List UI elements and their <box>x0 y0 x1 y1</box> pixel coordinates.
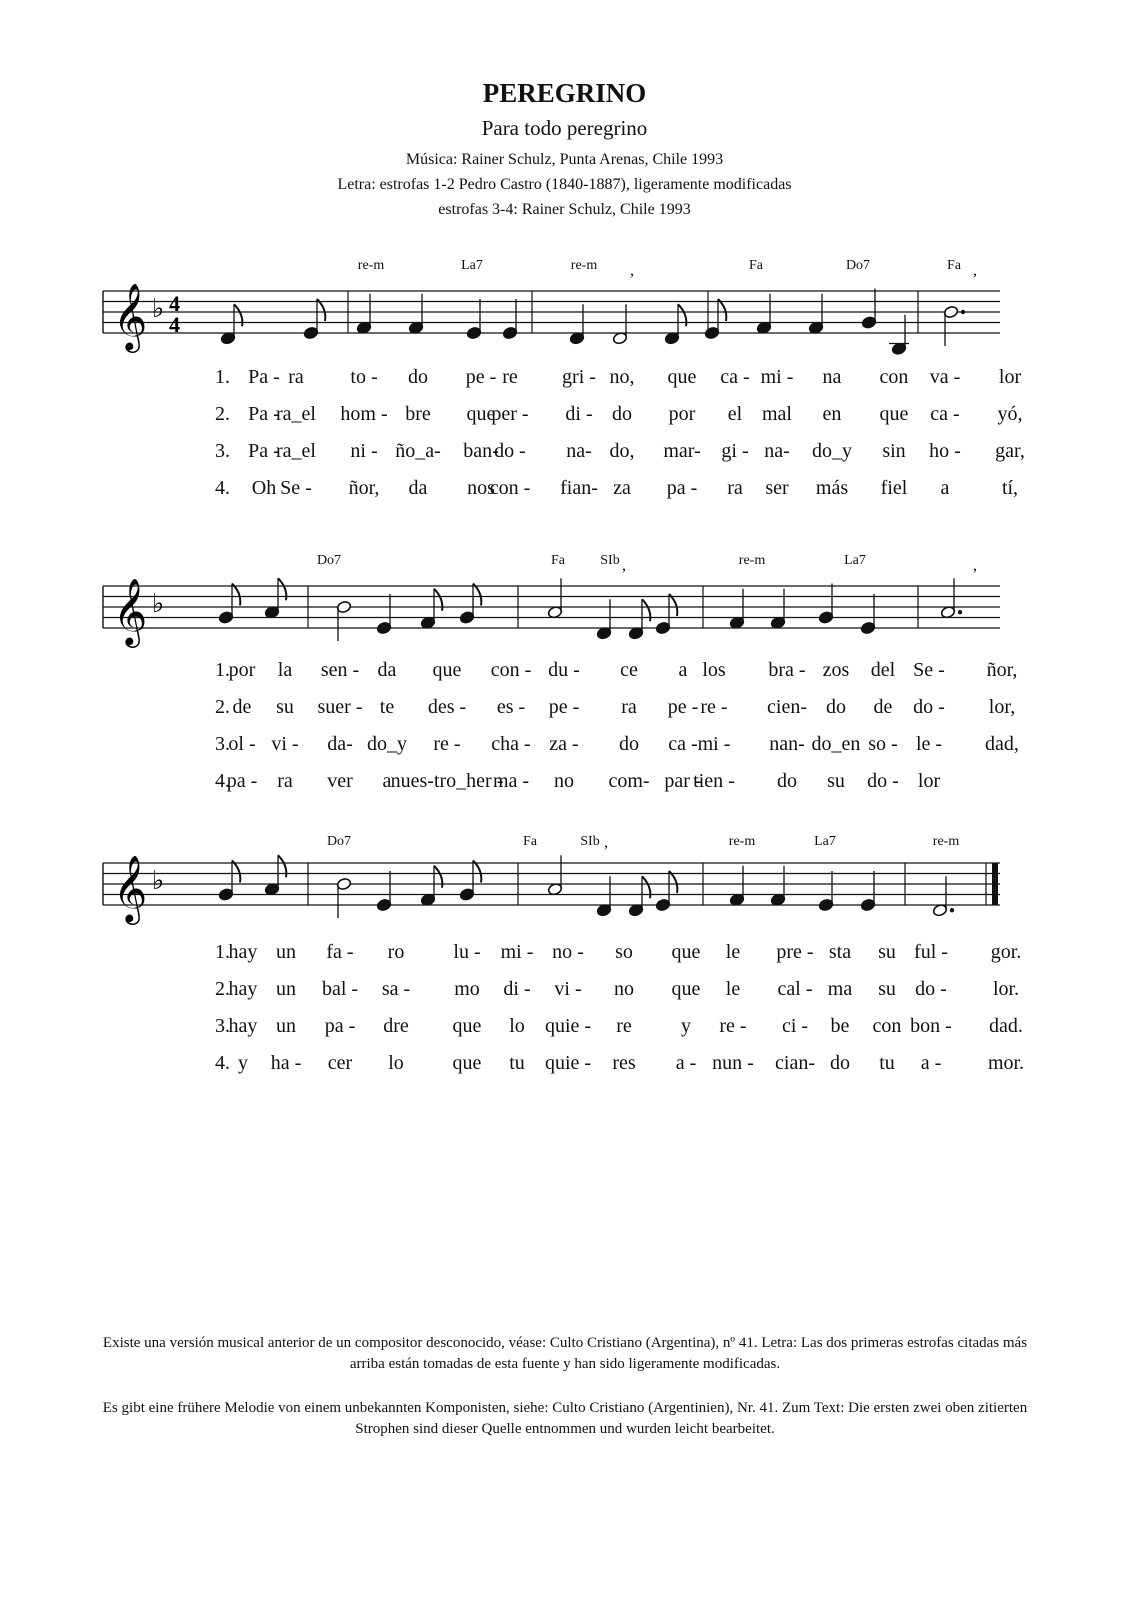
chord-symbol: re-m <box>728 834 756 849</box>
lyric-syllable: le - <box>915 733 943 755</box>
lyric-syllable: su <box>878 941 896 963</box>
lyric-syllable: sa - <box>381 978 411 1000</box>
lyric-syllable: do - <box>867 770 899 792</box>
lyric-syllable: gri - <box>562 366 596 388</box>
lyric-syllable: ra_el <box>276 440 316 462</box>
lyric-syllable: suer - <box>317 696 363 718</box>
lyric-syllable: con - <box>490 659 532 681</box>
time-signature-bottom: 4 <box>169 312 180 337</box>
verse-number: 2. <box>215 403 230 425</box>
chord-symbol: Fa <box>523 834 537 849</box>
lyric-syllable: a <box>940 477 950 499</box>
lyric-syllable: pe - <box>548 696 580 718</box>
lyric-syllable: y <box>238 1052 248 1074</box>
lyric-syllable: cha - <box>491 733 531 755</box>
note-flag <box>718 299 726 321</box>
lyric-syllable: ver <box>327 770 353 792</box>
lyric-syllable: cal - <box>777 978 813 1000</box>
lyric-syllable: do_en <box>811 733 861 755</box>
lyric-syllable: res <box>612 1052 636 1074</box>
note-flag <box>317 299 325 321</box>
lyric-syllable: dre <box>383 1015 409 1037</box>
lyric-syllable: lor, <box>988 696 1016 718</box>
lyric-syllable: do <box>830 1052 850 1074</box>
lyric-syllable: hay <box>228 941 258 963</box>
lyric-syllable: lo <box>388 1052 404 1074</box>
lyric-syllable: vi - <box>554 978 582 1000</box>
lyric-syllable: do <box>826 696 846 718</box>
final-bar-thick <box>992 863 998 905</box>
lyric-syllable: pre - <box>776 941 814 963</box>
lyric-syllable: ra <box>277 770 293 792</box>
lyric-syllable: los <box>702 659 726 681</box>
lyric-syllable: que <box>671 978 701 1000</box>
lyric-syllable: tien - <box>693 770 735 792</box>
chord-symbol: Do7 <box>316 553 342 568</box>
lyric-syllable: so - <box>868 733 898 755</box>
lyric-syllable: mi - <box>760 366 794 388</box>
lyric-syllable: pe - <box>465 366 497 388</box>
song-title: PEREGRINO <box>482 78 647 108</box>
lyric-syllable: cian- <box>775 1052 815 1074</box>
lyric-syllable: ma - <box>492 770 530 792</box>
chord-symbol: Do7 <box>326 834 352 849</box>
lyric-syllable: re - <box>719 1015 747 1037</box>
key-signature-flat-icon: ♭ <box>152 294 165 324</box>
chord-symbol: re-m <box>570 258 598 273</box>
lyric-syllable: ra <box>621 696 637 718</box>
lyric-syllable: ño_a- <box>395 440 441 462</box>
song-subtitle: Para todo peregrino <box>481 116 648 140</box>
lyric-syllable: ñor, <box>986 659 1018 681</box>
lyric-syllable: re <box>616 1015 632 1037</box>
note-dot <box>950 908 954 912</box>
lyric-syllable: lor. <box>992 978 1020 1000</box>
lyric-syllable: mi - <box>500 941 534 963</box>
lyric-syllable: do, <box>609 440 635 462</box>
verse-number: 3. <box>215 733 230 755</box>
lyric-syllable: un <box>276 1015 296 1037</box>
lyric-syllable: na <box>822 366 842 388</box>
lyric-syllable: tu <box>879 1052 895 1074</box>
chord-symbol: Fa <box>749 258 763 273</box>
lyric-syllable: na- <box>566 440 592 462</box>
verse-number: 1. <box>215 941 230 963</box>
lyric-syllable: do - <box>913 696 945 718</box>
lyric-syllable: yó, <box>997 403 1023 425</box>
lyric-syllable: ol - <box>228 733 256 755</box>
lyric-syllable: nun - <box>712 1052 754 1074</box>
lyric-syllable: mi - <box>697 733 731 755</box>
lyric-syllable: re <box>502 366 518 388</box>
key-signature-flat-icon: ♭ <box>152 589 165 619</box>
lyric-syllable: tí, <box>1001 477 1019 499</box>
treble-clef-icon: 𝄞 <box>113 854 148 922</box>
footnote-spanish: Existe una versión musical anterior de un compositor desconocido, véase: Culto Cristiano (Argentina), nº 41. Letra: Las dos primeras estrofas citadas más arriba están tomadas de esta fuente y han sido ligeramente modificadas. <box>102 1335 1028 1372</box>
lyric-syllable: re - <box>700 696 728 718</box>
lyric-syllable: so <box>615 941 633 963</box>
lyric-syllable: un <box>276 941 296 963</box>
lyric-syllable: na- <box>764 440 790 462</box>
treble-clef-icon: 𝄞 <box>113 577 148 645</box>
lyric-syllable: Pa - <box>248 440 280 462</box>
lyric-syllable: cien- <box>767 696 807 718</box>
lyric-syllable: do_y <box>812 440 852 462</box>
lyric-syllable: lor <box>917 770 941 792</box>
lyric-syllable: no, <box>609 366 635 388</box>
lyric-syllable: za - <box>549 733 579 755</box>
lyric-syllable: lor <box>998 366 1022 388</box>
lyric-syllable: za <box>613 477 631 499</box>
breath-mark-icon: , <box>973 557 977 574</box>
lyric-syllable: cer <box>327 1052 353 1074</box>
lyric-syllable: mal <box>762 403 792 425</box>
lyric-syllable: no <box>614 978 634 1000</box>
lyric-syllable: ca - <box>668 733 698 755</box>
time-signature-top: 4 <box>169 291 180 316</box>
lyric-syllable: vi - <box>271 733 299 755</box>
lyric-syllable: ra_el <box>276 403 316 425</box>
lyric-syllable: to - <box>350 366 378 388</box>
lyric-syllable: mar- <box>663 440 701 462</box>
chord-symbol: re-m <box>357 258 385 273</box>
lyric-syllable: bre <box>405 403 431 425</box>
lyric-syllable: ca - <box>720 366 750 388</box>
lyric-syllable: su <box>878 978 896 1000</box>
lyric-syllable: sta <box>828 941 852 963</box>
lyrics-credit-2: estrofas 3-4: Rainer Schulz, Chile 1993 <box>438 201 691 218</box>
lyric-syllable: con <box>879 366 909 388</box>
verse-number: 4. <box>215 770 230 792</box>
lyric-syllable: a <box>678 659 688 681</box>
lyric-syllable: no <box>554 770 574 792</box>
lyric-syllable: pa - <box>666 477 698 499</box>
lyric-syllable: do <box>777 770 797 792</box>
lyric-syllable: nos <box>467 477 495 499</box>
lyric-syllable: ce <box>620 659 638 681</box>
breath-mark-icon: , <box>630 262 634 279</box>
lyric-syllable: a - <box>675 1052 697 1074</box>
lyric-syllable: la <box>277 659 293 681</box>
lyric-syllable: que <box>667 366 697 388</box>
lyric-syllable: y <box>681 1015 691 1037</box>
lyric-syllable: hay <box>228 978 258 1000</box>
lyric-syllable: que <box>452 1052 482 1074</box>
note-flag <box>232 584 240 606</box>
lyric-syllable: Pa - <box>248 366 280 388</box>
lyric-syllable: fian- <box>560 477 598 499</box>
lyric-syllable: por <box>228 659 256 681</box>
lyric-syllable: Se - <box>280 477 312 499</box>
footnote-german: Es gibt eine frühere Melodie von einem unbekannten Komponisten, siehe: Culto Cristiano (Argentinien), Nr. 41. Zum Text: Die ersten zwei oben zitierten Strophen sind dieser Quelle entnommen und wurden leicht bearbeitet. <box>102 1400 1028 1437</box>
lyric-syllable: do_y <box>367 733 407 755</box>
lyric-syllable: el <box>727 403 743 425</box>
lyric-syllable: es - <box>496 696 526 718</box>
verse-number: 1. <box>215 659 230 681</box>
lyric-syllable: de <box>232 696 252 718</box>
lyrics-credit: Letra: estrofas 1-2 Pedro Castro (1840-1887), ligeramente modificadas <box>337 176 792 193</box>
lyric-syllable: sin <box>882 440 906 462</box>
lyric-syllable: bra - <box>768 659 806 681</box>
breath-mark-icon: , <box>973 262 977 279</box>
lyric-syllable: mo <box>454 978 480 1000</box>
chord-symbol: Fa <box>551 553 565 568</box>
verse-number: 4. <box>215 477 230 499</box>
lyric-syllable: ci - <box>781 1015 809 1037</box>
lyric-syllable: zos <box>822 659 850 681</box>
lyric-syllable: te <box>379 696 395 718</box>
chord-symbol: SIb <box>600 553 620 568</box>
lyric-syllable: Oh <box>251 477 277 499</box>
lyric-syllable: des - <box>427 696 467 718</box>
lyric-syllable: hay <box>228 1015 258 1037</box>
lyric-syllable: da <box>408 477 428 499</box>
note-flag <box>669 594 677 616</box>
lyric-syllable: par - <box>664 770 702 792</box>
chord-symbol: Fa <box>947 258 961 273</box>
verse-number: 3. <box>215 440 230 462</box>
lyric-syllable: bon - <box>910 1015 952 1037</box>
note-dot <box>961 310 965 314</box>
lyric-syllable: con <box>872 1015 902 1037</box>
lyric-syllable: dad. <box>989 1015 1023 1037</box>
breath-mark-icon: , <box>622 557 626 574</box>
lyric-syllable: bal - <box>321 978 359 1000</box>
lyric-syllable: su <box>827 770 845 792</box>
lyric-syllable: ban- <box>463 440 499 462</box>
lyric-syllable: va - <box>929 366 961 388</box>
note-flag <box>473 584 481 606</box>
lyric-syllable: que <box>452 1015 482 1037</box>
chord-symbol: La7 <box>844 553 866 568</box>
lyric-syllable: por <box>668 403 696 425</box>
lyric-syllable: nues-tro_her - <box>390 770 504 792</box>
lyric-syllable: nan- <box>769 733 805 755</box>
lyric-syllable: ho - <box>929 440 961 462</box>
lyric-syllable: más <box>815 477 849 499</box>
lyric-syllable: do <box>612 403 632 425</box>
lyric-syllable: pa - <box>226 770 258 792</box>
lyric-syllable: di - <box>503 978 531 1000</box>
lyric-syllable: mor. <box>987 1052 1025 1074</box>
lyric-syllable: fiel <box>880 477 908 499</box>
lyric-syllable: ni - <box>350 440 378 462</box>
lyric-syllable: del <box>870 659 896 681</box>
note-flag <box>669 871 677 893</box>
lyric-syllable: ra <box>288 366 304 388</box>
lyric-syllable: di - <box>565 403 593 425</box>
lyric-syllable: da- <box>327 733 353 755</box>
lyric-syllable: que <box>466 403 496 425</box>
music-credit: Música: Rainer Schulz, Punta Arenas, Chile 1993 <box>405 151 724 168</box>
note-flag <box>473 861 481 883</box>
lyric-syllable: que <box>879 403 909 425</box>
chord-symbol: Do7 <box>845 258 871 273</box>
lyric-syllable: gar, <box>995 440 1025 462</box>
lyric-syllable: le <box>725 978 741 1000</box>
verse-number: 1. <box>215 366 230 388</box>
verse-number: 2. <box>215 978 230 1000</box>
lyric-syllable: dad, <box>985 733 1019 755</box>
lyric-syllable: pe - <box>667 696 699 718</box>
lyric-syllable: que <box>432 659 462 681</box>
lyric-syllable: per - <box>491 403 529 425</box>
lyric-syllable: do <box>619 733 639 755</box>
lyric-syllable: com- <box>608 770 650 792</box>
lyric-syllable: ha - <box>270 1052 302 1074</box>
lyric-syllable: a <box>382 770 392 792</box>
lyric-syllable: no - <box>552 941 584 963</box>
lyric-syllable: do - <box>915 978 947 1000</box>
lyric-syllable: a - <box>920 1052 942 1074</box>
lyric-syllable: gor. <box>990 941 1022 963</box>
verse-number: 4. <box>215 1052 230 1074</box>
chord-symbol: La7 <box>461 258 483 273</box>
lyric-syllable: quie - <box>544 1015 592 1037</box>
chord-symbol: SIb <box>580 834 600 849</box>
lyric-syllable: gi - <box>721 440 749 462</box>
chord-symbol: La7 <box>814 834 836 849</box>
lyric-syllable: pa - <box>324 1015 356 1037</box>
lyric-syllable: du - <box>548 659 580 681</box>
lyric-syllable: Se - <box>913 659 945 681</box>
chord-symbol: re-m <box>932 834 960 849</box>
lyric-syllable: le <box>725 941 741 963</box>
lyric-syllable: tu <box>509 1052 525 1074</box>
lyric-syllable: ro <box>387 941 405 963</box>
lyric-syllable: su <box>276 696 294 718</box>
note-dot <box>958 610 962 614</box>
lyric-syllable: de <box>873 696 893 718</box>
chord-symbol: re-m <box>738 553 766 568</box>
lyric-syllable: en <box>822 403 842 425</box>
lyric-syllable: ful - <box>914 941 948 963</box>
lyric-syllable: ser <box>765 477 789 499</box>
lyric-syllable: do <box>408 366 428 388</box>
lyric-syllable: lu - <box>453 941 481 963</box>
lyric-syllable: sen - <box>320 659 360 681</box>
lyric-syllable: do - <box>494 440 526 462</box>
lyric-syllable: da <box>377 659 397 681</box>
lyric-syllable: re - <box>433 733 461 755</box>
verse-number: 3. <box>215 1015 230 1037</box>
lyric-syllable: ma <box>827 978 853 1000</box>
lyric-syllable: ca - <box>930 403 960 425</box>
lyric-syllable: con - <box>489 477 531 499</box>
breath-mark-icon: , <box>604 834 608 851</box>
lyric-syllable: que <box>671 941 701 963</box>
lyric-syllable: un <box>276 978 296 1000</box>
lyric-syllable: hom - <box>340 403 388 425</box>
lyric-syllable: ra <box>727 477 743 499</box>
lyric-syllable: quie - <box>544 1052 592 1074</box>
lyric-syllable: be <box>830 1015 850 1037</box>
lyric-syllable: fa - <box>326 941 354 963</box>
lyric-syllable: ñor, <box>348 477 380 499</box>
verse-number: 2. <box>215 696 230 718</box>
note-flag <box>232 861 240 883</box>
lyric-syllable: lo <box>509 1015 525 1037</box>
lyric-syllable: Pa - <box>248 403 280 425</box>
key-signature-flat-icon: ♭ <box>152 866 165 896</box>
treble-clef-icon: 𝄞 <box>113 282 148 350</box>
